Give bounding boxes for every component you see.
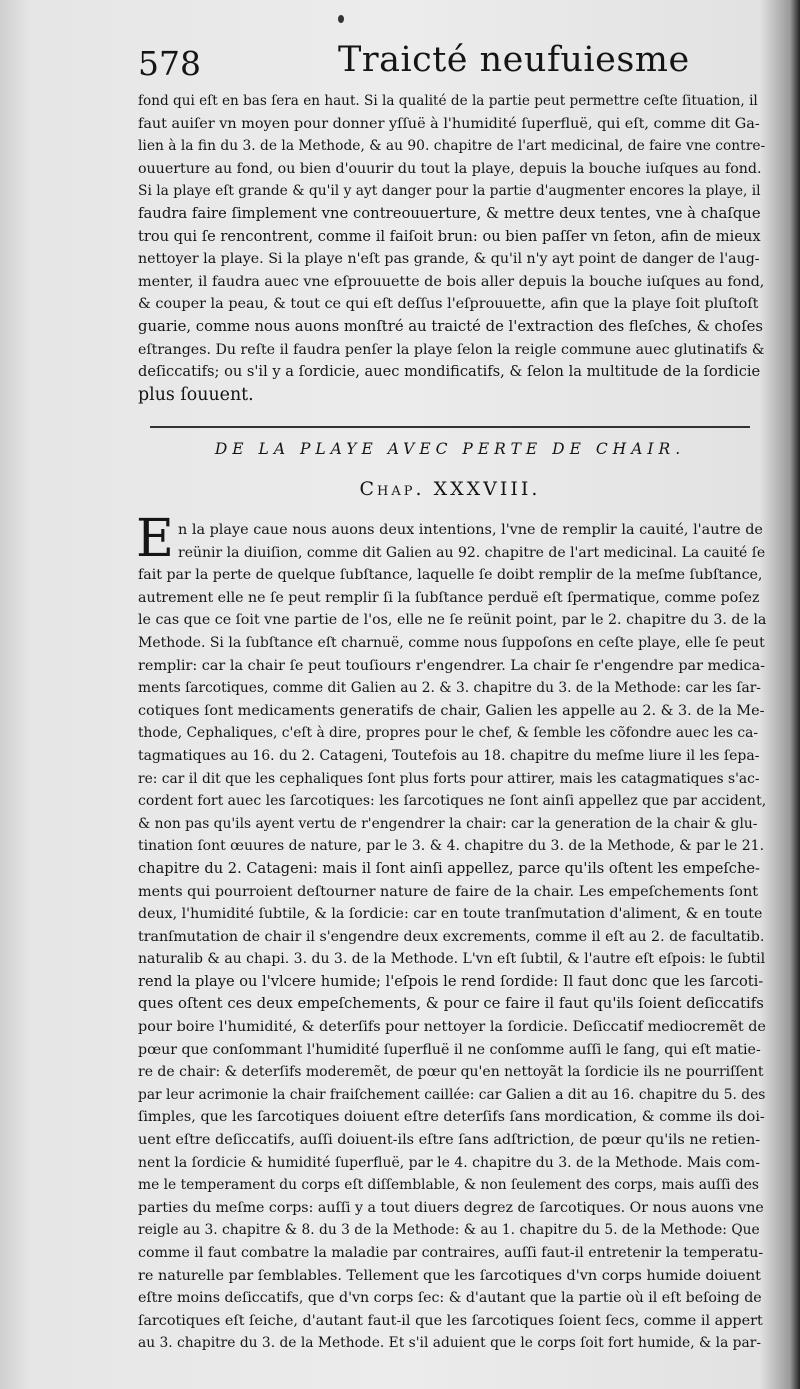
text-line: par leur acrimonie la chair fraiſchement caillée: car Galien a dit au 16. chapitre du 5. des: [138, 1086, 766, 1103]
text-line: Si la playe eſt grande & qu'il y ayt danger pour la partie d'augmenter encores la playe, il: [138, 183, 761, 200]
text-line: deux, l'humidité ſubtile, & la ſordicie: car en toute tranſmutation d'aliment, & en toute: [138, 906, 763, 923]
text-line: ouuerture au fond, ou bien d'ouurir du tout la playe, depuis la bouche iuſques au fond.: [138, 160, 762, 177]
paragraph-continued: [138, 90, 766, 406]
text-line: uent eſtre deſiccatifs, auſſi doiuent-ils eſtre ſans adſtriction, de pœur qu'ils ne retien-: [138, 1132, 761, 1149]
text-line: & non pas qu'ils ayent vertu de r'engendrer la chair: car la generation de la chair & glu-: [138, 815, 758, 832]
text-line: eſtre moins deſiccatifs, que d'vn corps ſec: & d'autant que la partie où il eſt beſoing de: [138, 1290, 762, 1307]
text-line: autrement elle ne ſe peut remplir ſi la ſubſtance perduë eſt ſpermatique, comme poſez: [138, 589, 760, 606]
text-line: naturalib & au chapi. 3. du 3. de la Methode. L'vn eſt ſubtil, & l'autre eſt eſpois: le ſubtil: [138, 951, 766, 968]
text-line: chapitre du 2. Catageni: mais il ſont ainſi appellez, parce qu'ils oſtent les empeſche-: [138, 859, 760, 877]
top-ornament-icon: [338, 15, 344, 23]
text-line: nettoyer la playe. Si la playe n'eſt pas grande, & qu'il n'y ayt point de danger de l'aug-: [138, 251, 760, 268]
text-line: le cas que ce ſoit vne partie de l'os, elle ne ſe reünit point, par le 2. chapitre du 3. de la: [138, 612, 766, 629]
text-line: au 3. chapitre du 3. de la Methode. Et s'il aduient que le corps ſoit fort humide, & la par-: [138, 1335, 761, 1352]
text-line: n la playe caue nous auons deux intentions, l'vne de remplir la cauité, l'autre de: [178, 522, 763, 538]
folio-number: 578: [138, 44, 201, 83]
running-title: Traicté neufuiesme: [338, 40, 690, 80]
text-line: & couper la peau, & tout ce qui eſt deſſus l'eſprouuette, afin que la playe ſoit pluſtoſt: [138, 296, 759, 313]
text-line: thode, Cephaliques, c'eſt à dire, propres pour le chef, & ſemble les cõfondre auec les ca-: [138, 725, 758, 742]
text-line: reigle au 3. chapitre & 8. du 3 de la Methode: & au 1. chapitre du 5. de la Methode: Que: [138, 1222, 760, 1239]
text-line: ſimples, que les ſarcotiques doiuent eſtre deterſifs ſans mordication, & comme ils doi-: [138, 1109, 765, 1126]
chapter-title: DE LA PLAYE AVEC PERTE DE CHAIR.: [214, 440, 686, 458]
drop-capital: E: [136, 509, 174, 569]
text-line: rend la playe ou l'vlcere humide; l'eſpois le rend ſordide: Il faut donc que les ſarcoti-: [138, 972, 764, 990]
text-line: menter, il faudra auec vne eſprouuette de bois aller depuis la bouche iuſques au fond,: [138, 273, 765, 290]
text-line: nent la ſordicie & humidité ſuperfluë, par le 4. chapitre du 3. de la Methode. Mais com-: [138, 1154, 760, 1171]
text-line: pœur que conſommant l'humidité ſuperfluë il ne conſomme auſſi le ſang, qui eſt matie-: [138, 1041, 761, 1058]
section-divider: [150, 426, 750, 428]
text-line: eſtranges. Du reſte il faudra penſer la playe ſelon la reigle commune auec glutinatifs &: [138, 341, 765, 358]
text-line: me le temperament du corps eſt diſſemblable, & non ſeulement des corps, mais auſſi des: [138, 1177, 759, 1194]
text-line: cordent fort auec les ſarcotiques: les ſarcotiques ne ſont ainſi appellez que par accident,: [138, 793, 766, 810]
text-line: faut auiſer vn moyen pour donner yſſuë à l'humidité ſuperfluë, qui eſt, comme dit Ga-: [138, 115, 760, 132]
text-line: lien à la fin du 3. de la Methode, & au 90. chapitre de l'art medicinal, de faire vne contre-: [138, 138, 766, 155]
text-line: ques oſtent ces deux empeſchements, & pour ce faire il faut qu'ils ſoient deſiccatifs: [138, 995, 764, 1013]
chapter-body: [138, 519, 766, 1355]
text-line: comme il faut combatre la maladie par contraires, auſſi faut-il entretenir la temperatu-: [138, 1245, 764, 1261]
text-line: deſiccatifs; ou s'il y a ſordicie, auec mondificatifs, & ſelon la multitude de la ſordicie: [138, 363, 761, 381]
page-header: [138, 40, 778, 88]
text-line: trou qui ſe rencontrent, comme il faiſoit brun: ou bien paſſer vn ſeton, afin de mieux: [138, 227, 761, 245]
text-line: ments ſarcotiques, comme dit Galien au 2. & 3. chapitre du 3. de la Methode: car les ſar-: [138, 680, 761, 697]
text-line: tranſmutation de chair il s'engendre deux excrements, comme il eſt au 2. de facultatib.: [138, 928, 765, 945]
text-line: tination ſont œuures de nature, par le 3. & 4. chapitre du 3. de la Methode, & par le 21.: [138, 838, 765, 855]
text-line: faudra faire ſimplement vne contreouuerture, & mettre deux tentes, vne à chaſque: [138, 204, 761, 222]
text-line: ſarcotiques eſt ſeiche, d'autant faut-il que les ſarcotiques ſoient ſecs, comme il appert: [138, 1312, 763, 1329]
text-line: pour boire l'humidité, & deterſifs pour nettoyer la ſordicie. Deſiccatif mediocremẽt de: [138, 1019, 766, 1036]
text-line: re de chair: & deterſifs moderemẽt, de pœur qu'en nettoyãt la ſordicie ils ne pourriſſent: [138, 1064, 764, 1081]
chapter-number: Chap. XXXVIII.: [359, 478, 541, 500]
text-line: cotiques ſont medicaments generatifs de chair, Galien les appelle au 2. & 3. de la Me-: [138, 702, 765, 719]
text-line: reünir la diuiſion, comme dit Galien au 92. chapitre de l'art medicinal. La cauité ſe: [178, 544, 766, 561]
text-line: re naturelle par ſemblables. Tellement que les ſarcotiques d'vn corps humide doiuent: [138, 1267, 761, 1284]
text-line: ments qui pourroient deſtourner nature de faire de la chair. Les empeſchements ſont: [138, 883, 758, 900]
text-line: plus ſouuent.: [138, 384, 254, 405]
text-line: parties du meſme corps: auſſi y a tout diuers degrez de ſarcotiques. Or nous auons vne: [138, 1199, 764, 1216]
text-line: Methode. Si la ſubſtance eſt charnuë, comme nous ſuppoſons en ceſte playe, elle ſe peut: [138, 634, 765, 651]
text-line: tagmatiques au 16. du 2. Catageni, Toutefois au 18. chapitre du meſme liure il les ſepa-: [138, 747, 760, 764]
text-line: remplir: car la chair ſe peut touſiours r'engendrer. La chair ſe r'engendre par medica-: [138, 657, 766, 674]
text-line: fait par la perte de quelque ſubſtance, laquelle ſe doibt remplir de la meſme ſubſtance,: [138, 567, 763, 584]
text-line: guarie, comme nous auons monſtré au traicté de l'extraction des fleſches, & choſes: [138, 317, 764, 335]
text-line: fond qui eſt en bas ſera en haut. Si la qualité de la partie peut permettre ceſte ſituation, il: [138, 93, 758, 109]
text-line: re: car il dit que les cephaliques ſont plus forts pour attirer, mais les catagmatiques s'ac-: [138, 770, 760, 787]
